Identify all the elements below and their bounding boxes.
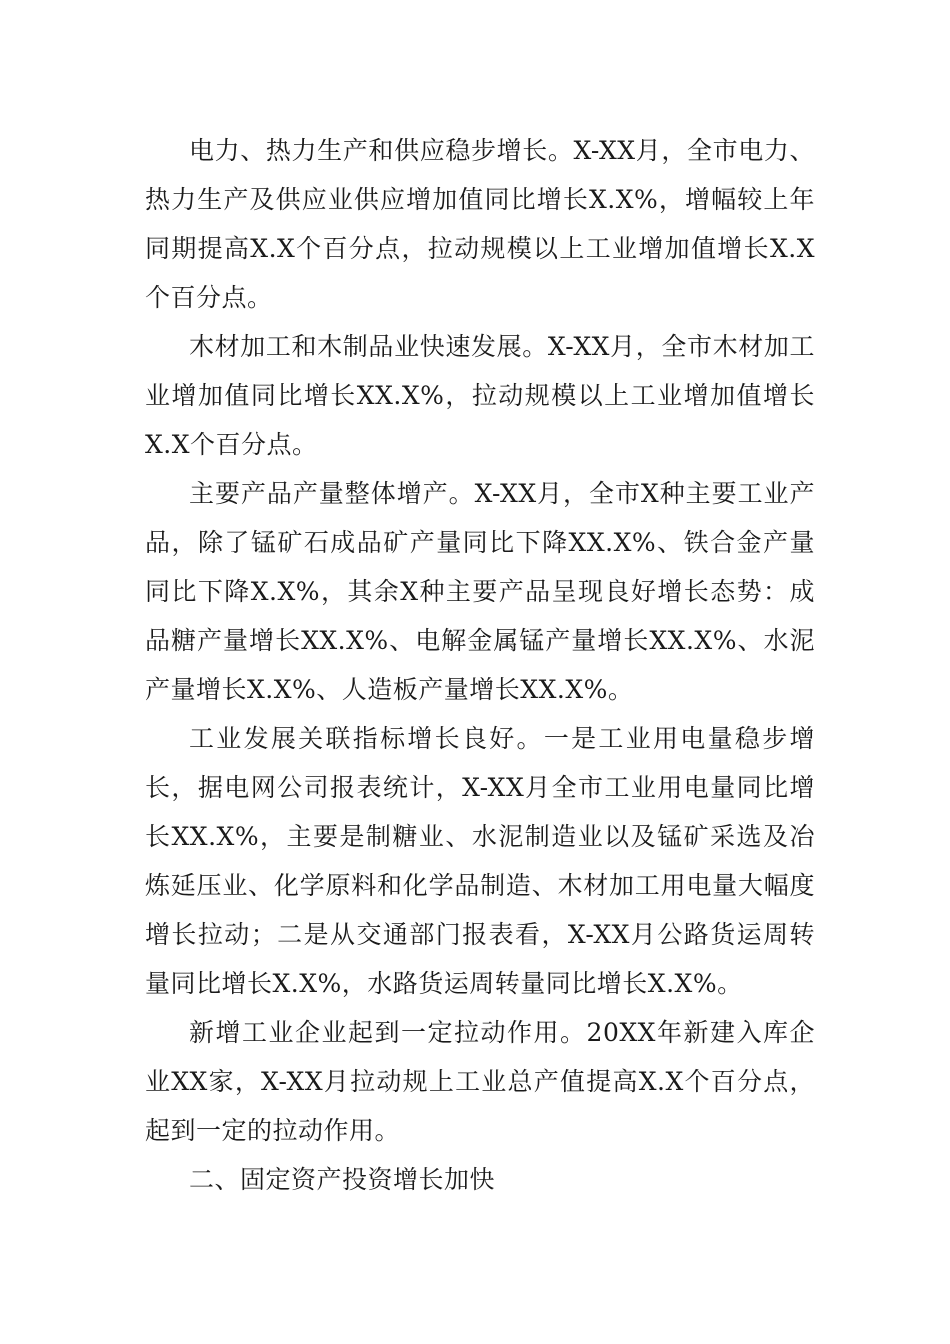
paragraph-main-products: 主要产品产量整体增产。X-XX月，全市X种主要工业产品，除了锰矿石成品矿产量同比下降XX.X%、铁合金产量同比下降X.X%，其余X种主要产品呈现良好增长态势：成品糖产量增长XX.X%、电解金属锰产量增长XX.X%、水泥产量增长X.X%、人造板产量增长XX.X%。 [145, 479, 815, 704]
paragraph-new-enterprises: 新增工业企业起到一定拉动作用。20XX年新建入库企业XX家，X-XX月拉动规上工业总产值提高X.X个百分点，起到一定的拉动作用。 [145, 1018, 815, 1145]
paragraph-related-indicators: 工业发展关联指标增长良好。一是工业用电量稳步增长，据电网公司报表统计，X-XX月全市工业用电量同比增长XX.X%，主要是制糖业、水泥制造业以及锰矿采选及冶炼延压业、化学原料和化学品制造、木材加工用电量大幅度增长拉动；二是从交通部门报表看，X-XX月公路货运周转量同比增长X.X%，水路货运周转量同比增长X.X%。 [145, 724, 815, 998]
document-body [145, 126, 815, 1204]
paragraph-power-heat: 电力、热力生产和供应稳步增长。X-XX月，全市电力、热力生产及供应业供应增加值同比增长X.X%，增幅较上年同期提高X.X个百分点，拉动规模以上工业增加值增长X.X个百分点。 [145, 136, 815, 312]
section-heading-fixed-asset-investment: 二、固定资产投资增长加快 [189, 1165, 496, 1194]
paragraph-wood-processing: 木材加工和木制品业快速发展。X-XX月，全市木材加工业增加值同比增长XX.X%，拉动规模以上工业增加值增长X.X个百分点。 [145, 332, 815, 459]
